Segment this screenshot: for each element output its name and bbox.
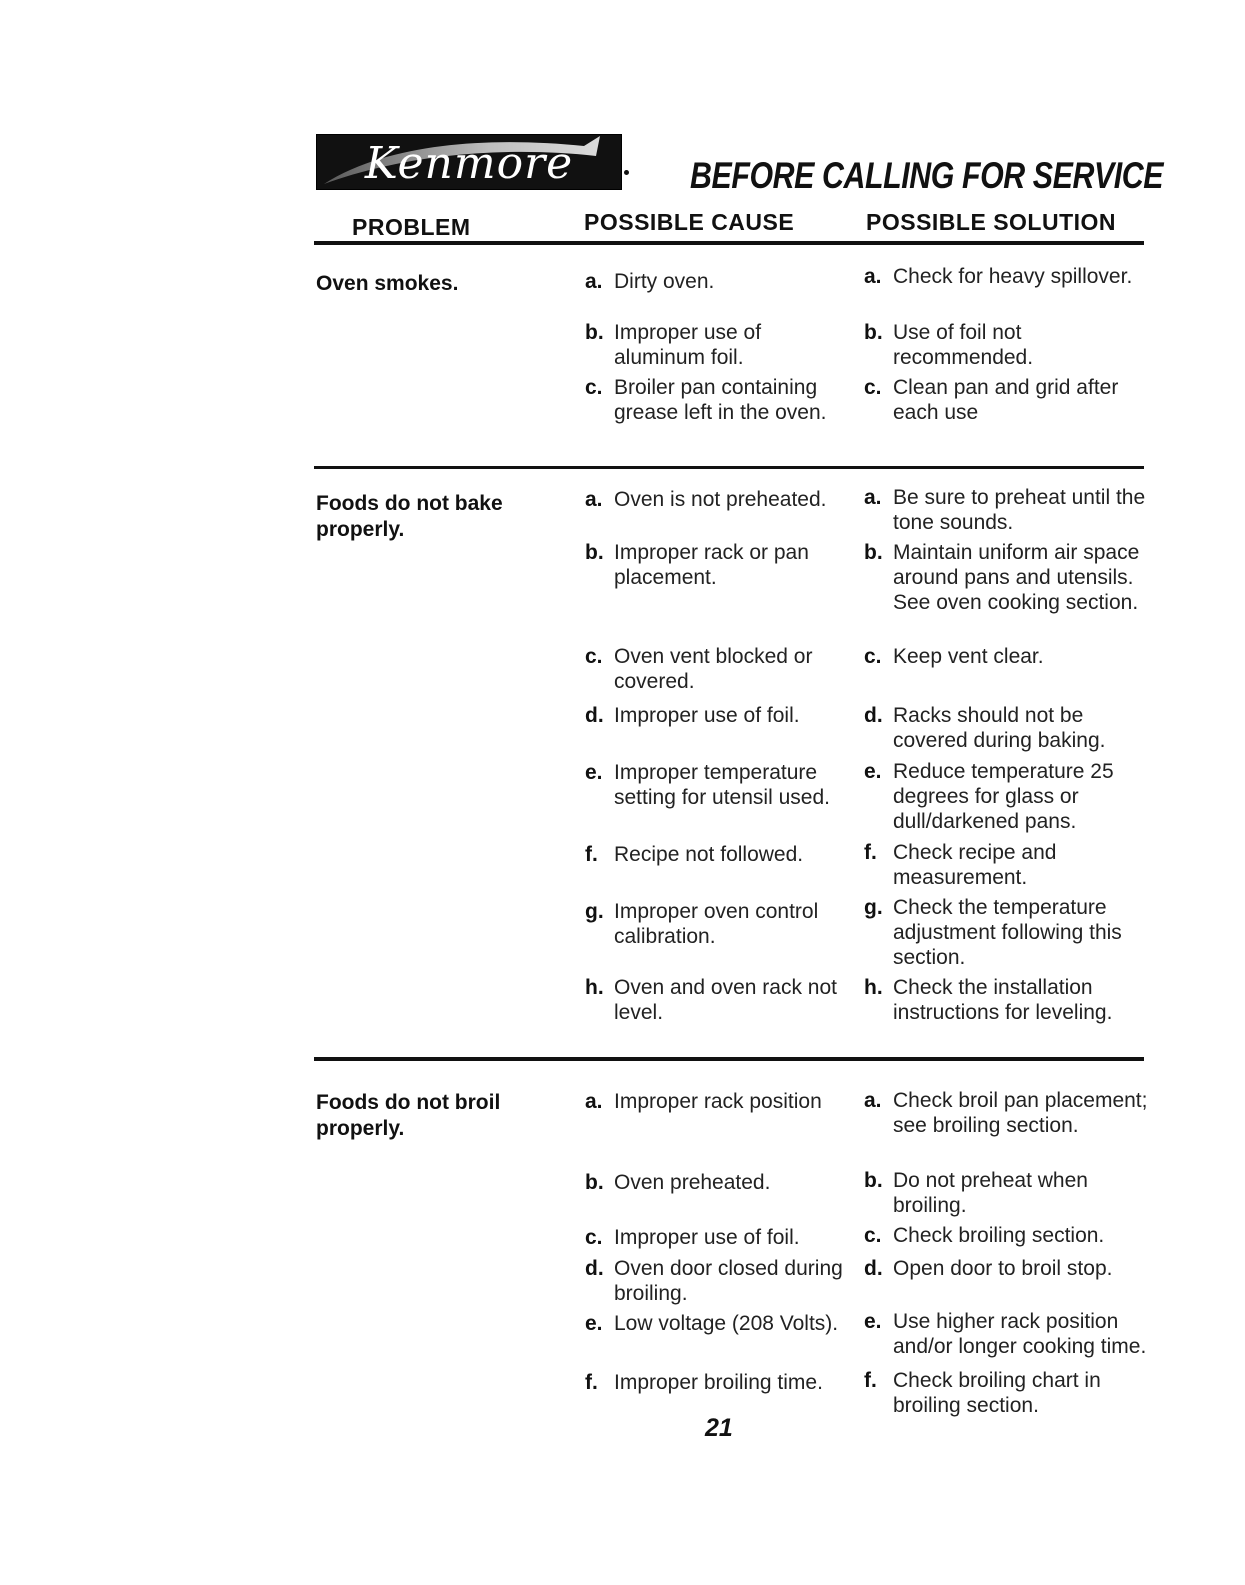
cause-item	[585, 644, 850, 694]
solution-item	[864, 703, 1149, 753]
item-letter: g.	[864, 896, 883, 919]
item-text: Oven door closed during broiling.	[614, 1257, 843, 1305]
item-letter: a.	[864, 1089, 882, 1112]
item-text: Use of foil not recommended.	[893, 321, 1034, 369]
item-text: Oven is not preheated.	[614, 488, 827, 511]
item-letter: e.	[864, 760, 882, 783]
logo-wordmark: Kenmore	[364, 138, 574, 189]
item-letter: f.	[864, 1369, 877, 1392]
page-title: BEFORE CALLING FOR SERVICE	[690, 155, 1164, 196]
item-letter: c.	[864, 376, 882, 399]
column-header-problem: PROBLEM	[352, 214, 471, 240]
item-letter: h.	[864, 976, 883, 999]
solution-item	[864, 1223, 1149, 1248]
solution-item	[864, 1256, 1149, 1281]
item-letter: a.	[585, 488, 603, 511]
item-letter: a.	[585, 1090, 603, 1113]
item-text: Check the temperature adjustment following this section.	[893, 896, 1122, 969]
item-letter: f.	[585, 843, 598, 866]
item-letter: c.	[864, 645, 882, 668]
solution-item	[864, 320, 1149, 370]
item-text: Oven and oven rack not level.	[614, 976, 837, 1024]
item-letter: e.	[864, 1310, 882, 1333]
problem-title: Foods do not bake properly.	[316, 492, 503, 541]
item-text: Improper use of foil.	[614, 1226, 800, 1249]
solution-item	[864, 840, 1149, 890]
section-divider	[314, 466, 1144, 469]
cause-item	[585, 375, 850, 425]
solution-item	[864, 644, 1149, 669]
column-header-solution: POSSIBLE SOLUTION	[866, 209, 1117, 235]
item-text: Racks should not be covered during baking.	[893, 704, 1106, 752]
cause-item	[585, 269, 850, 294]
logo-dot	[624, 170, 629, 175]
item-text: Open door to broil stop.	[893, 1257, 1113, 1280]
item-text: Low voltage (208 Volts).	[614, 1312, 839, 1335]
cause-item	[585, 487, 850, 512]
item-text: Check recipe and measurement.	[893, 841, 1057, 889]
solution-item	[864, 1368, 1149, 1418]
item-text: Check for heavy spillover.	[893, 265, 1133, 288]
item-letter: a.	[864, 265, 882, 288]
solution-item	[864, 759, 1149, 834]
item-text: Oven preheated.	[614, 1171, 771, 1194]
item-letter: f.	[585, 1371, 598, 1394]
item-text: Broiler pan containing grease left in the oven.	[614, 376, 827, 424]
item-letter: h.	[585, 976, 604, 999]
item-text: Improper rack or pan placement.	[614, 541, 809, 589]
item-letter: c.	[585, 376, 603, 399]
item-text: Keep vent clear.	[893, 645, 1044, 668]
solution-item	[864, 1088, 1149, 1138]
cause-item	[585, 1370, 850, 1395]
solution-item	[864, 540, 1149, 615]
item-text: Maintain uniform air space around pans and utensils. See oven cooking section.	[893, 541, 1140, 614]
item-text: Do not preheat when broiling.	[893, 1169, 1088, 1217]
kenmore-logo	[316, 134, 622, 190]
cause-item	[585, 1256, 850, 1306]
item-text: Improper use of foil.	[614, 704, 800, 727]
item-text: Use higher rack position and/or longer cooking time.	[893, 1310, 1147, 1358]
item-text: Improper broiling time.	[614, 1371, 823, 1394]
item-letter: b.	[864, 541, 883, 564]
header-divider	[314, 241, 1144, 245]
item-letter: d.	[864, 704, 883, 727]
section-divider	[314, 1057, 1144, 1061]
item-letter: f.	[864, 841, 877, 864]
item-text: Improper use of aluminum foil.	[614, 321, 762, 369]
cause-item	[585, 842, 850, 867]
item-text: Clean pan and grid after each use	[893, 376, 1119, 424]
problem-title: Foods do not broil properly.	[316, 1091, 501, 1140]
item-letter: a.	[864, 486, 882, 509]
item-letter: b.	[864, 321, 883, 344]
item-text: Improper rack position	[614, 1090, 822, 1113]
cause-item	[585, 320, 850, 370]
page-number: 21	[705, 1414, 733, 1442]
item-text: Dirty oven.	[614, 270, 715, 293]
item-letter: d.	[585, 704, 604, 727]
solution-item	[864, 1168, 1149, 1218]
item-letter: b.	[585, 541, 604, 564]
solution-item	[864, 264, 1149, 289]
item-text: Check the installation instructions for leveling.	[893, 976, 1113, 1024]
column-header-cause: POSSIBLE CAUSE	[584, 209, 795, 235]
item-letter: a.	[585, 270, 603, 293]
problem-title: Oven smokes.	[316, 272, 459, 295]
item-letter: c.	[585, 645, 603, 668]
item-text: Check broiling section.	[893, 1224, 1105, 1247]
solution-item	[864, 375, 1149, 425]
item-letter: c.	[585, 1226, 603, 1249]
solution-item	[864, 895, 1149, 970]
item-letter: b.	[585, 1171, 604, 1194]
cause-item	[585, 703, 850, 728]
item-text: Be sure to preheat until the tone sounds.	[893, 486, 1146, 534]
solution-item	[864, 485, 1149, 535]
cause-item	[585, 1311, 850, 1336]
item-text: Improper temperature setting for utensil used.	[614, 761, 830, 809]
item-letter: e.	[585, 761, 603, 784]
item-letter: d.	[585, 1257, 604, 1280]
item-text: Recipe not followed.	[614, 843, 804, 866]
item-text: Check broiling chart in broiling section.	[893, 1369, 1101, 1417]
item-letter: d.	[864, 1257, 883, 1280]
item-letter: b.	[585, 321, 604, 344]
item-text: Oven vent blocked or covered.	[614, 645, 813, 693]
cause-item	[585, 1170, 850, 1195]
item-letter: g.	[585, 900, 604, 923]
solution-item	[864, 1309, 1149, 1359]
cause-item	[585, 975, 850, 1025]
item-letter: b.	[864, 1169, 883, 1192]
item-text: Improper oven control calibration.	[614, 900, 819, 948]
cause-item	[585, 540, 850, 590]
item-text: Reduce temperature 25 degrees for glass or dull/darkened pans.	[893, 760, 1114, 833]
item-text: Check broil pan placement; see broiling section.	[893, 1089, 1148, 1137]
cause-item	[585, 1225, 850, 1250]
solution-item	[864, 975, 1149, 1025]
cause-item	[585, 899, 850, 949]
cause-item	[585, 1089, 850, 1114]
cause-item	[585, 760, 850, 810]
item-letter: e.	[585, 1312, 603, 1335]
item-letter: c.	[864, 1224, 882, 1247]
